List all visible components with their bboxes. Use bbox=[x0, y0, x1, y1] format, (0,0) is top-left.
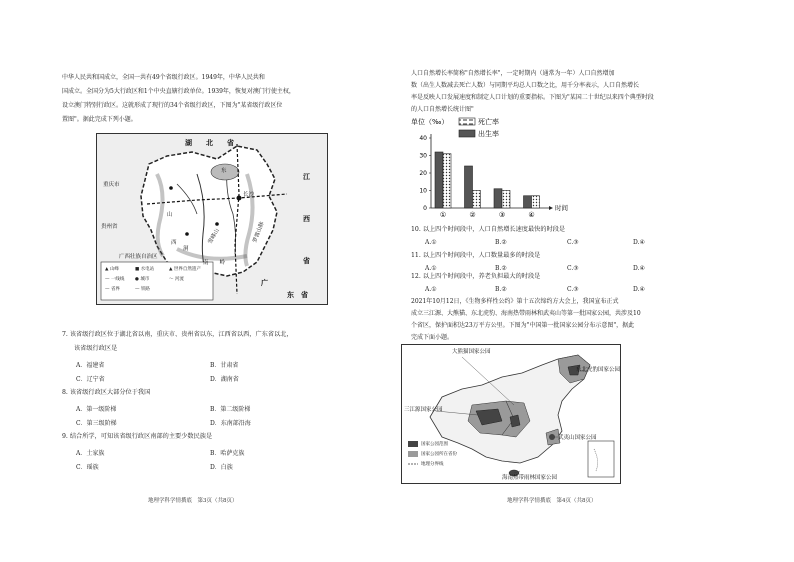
q11-option-d[interactable]: D.④ bbox=[633, 265, 645, 272]
intro2-line: 完成下面小题。 bbox=[411, 334, 454, 341]
q12-option-b[interactable]: B.② bbox=[495, 286, 507, 293]
q9-option-d[interactable]: D．白族 bbox=[210, 464, 233, 471]
bar-birth bbox=[494, 189, 502, 208]
label-wuyishan: 武夷山国家公园 bbox=[558, 435, 597, 441]
q11-option-a[interactable]: A.① bbox=[425, 265, 437, 272]
railway-icon: — bbox=[135, 287, 140, 292]
intro-line: 的人口自然增长统计图" bbox=[411, 106, 474, 113]
q7-option-d[interactable]: D．湖南省 bbox=[210, 376, 239, 383]
q11-option-c[interactable]: C.③ bbox=[567, 265, 579, 272]
province-map bbox=[96, 133, 328, 305]
legend-birth-swatch bbox=[459, 130, 475, 137]
q10-option-d[interactable]: D.④ bbox=[633, 239, 645, 246]
question-10: 10. 以上四个时间段中，人口自然增长速度最快的时段是 bbox=[411, 226, 566, 233]
label-guangxi: 广西壮族自治区 bbox=[119, 254, 158, 260]
heritage-icon: ▲ bbox=[169, 267, 173, 272]
q8-option-a[interactable]: A．第一级阶梯 bbox=[76, 406, 117, 413]
q7-option-a[interactable]: A．福建省 bbox=[76, 362, 105, 369]
question-9: 9. 结合所学，可知该省级行政区南部的主要少数民族是 bbox=[62, 433, 213, 440]
intro-line: 数（出生人数减去死亡人数）与同期平均总人口数之比，用千分率表示，人口自然增长 bbox=[411, 82, 640, 89]
legend-peak: ▲ 山峰 bbox=[105, 267, 119, 272]
question-7: 7. 该省级行政区位于湖北省以南，重庆市、贵州省以东，江西省以西，广东省以北， bbox=[62, 331, 293, 338]
intro-line: 国成立。全国分为5大行政区和1个中央直辖行政单位。1939年，恢复对澳门行使主权， bbox=[62, 88, 295, 95]
q10-option-c[interactable]: C.③ bbox=[567, 239, 579, 246]
intro-line: 中华人民共和国成立，全国一共有49个省级行政区。1949年，中华人民共和 bbox=[62, 74, 265, 81]
label-xi: 西 bbox=[303, 214, 310, 223]
y-tick-label: 0 bbox=[423, 205, 427, 212]
y-tick-label: 30 bbox=[419, 152, 427, 160]
y-axis-label: 单位（‰） bbox=[411, 118, 449, 126]
legend-hydro: ■ 水电站 bbox=[135, 267, 155, 272]
label-sanjiangyuan: 三江源国家公园 bbox=[404, 407, 443, 413]
q9-option-c[interactable]: C．瑶族 bbox=[76, 464, 99, 471]
intro2-line: 个省区，保护面积达23万平方公里。下图为"中国第一批国家公园分布示意图"，据此 bbox=[411, 322, 635, 329]
province-map-svg bbox=[97, 134, 327, 304]
label-hongjiang: 洞 bbox=[183, 246, 189, 252]
bar-death bbox=[443, 154, 451, 208]
intro-line: 人口自然增长率简称"自然增长率"，一定时期内（通常为一年）人口自然增加 bbox=[411, 70, 615, 77]
page-footer: 地理学科学情撰底 第3页（共8页） bbox=[148, 498, 238, 504]
intro2-line: 2021年10月12日，《生物多样性公约》第十五次缔约方大会上，我国宣布正式 bbox=[411, 298, 619, 305]
hydro-icon: ■ bbox=[135, 267, 140, 272]
q7-option-c[interactable]: C．辽宁省 bbox=[76, 376, 105, 383]
x-tick-label: ③ bbox=[498, 211, 506, 219]
bar-birth bbox=[435, 152, 443, 208]
label-jiang: 江 bbox=[303, 172, 310, 181]
label-hainan: 海南热带雨林国家公园 bbox=[502, 475, 558, 481]
legend-boundary: 地理分界线 bbox=[421, 462, 444, 467]
bar-death bbox=[502, 191, 510, 209]
legend-river: ～ 河流 bbox=[169, 277, 184, 282]
label-dongbei: 东北虎豹国家公园 bbox=[576, 367, 621, 373]
national-park-map bbox=[401, 344, 621, 484]
question-11: 11. 以上四个时间段中，人口数量最多的时段是 bbox=[411, 252, 541, 259]
question-8: 8. 该省级行政区大部分位于我国 bbox=[62, 389, 151, 396]
q9-option-a[interactable]: A．土家族 bbox=[76, 450, 105, 457]
legend-heritage: ▲ 世界自然遗产 bbox=[169, 267, 201, 272]
x-axis-arrow bbox=[549, 206, 553, 210]
label-luoxiao: 罗霄山脉 bbox=[252, 220, 266, 244]
label-chongqing: 重庆市 bbox=[103, 182, 120, 188]
label-guizhou: 贵州省 bbox=[101, 224, 118, 230]
label-changsha: 长沙 bbox=[243, 192, 255, 198]
x-tick-label: ④ bbox=[528, 211, 535, 219]
label-sheng: 省 bbox=[303, 256, 310, 265]
legend-death-swatch bbox=[459, 118, 475, 125]
label-wuling: 山 bbox=[167, 212, 173, 218]
intro-line: 率是反映人口发展速度和制定人口计划的重要指标。下图为"某国二十世纪以来四个典型时段 bbox=[411, 94, 654, 101]
city-icon: ● bbox=[135, 277, 139, 282]
population-bar-chart bbox=[397, 114, 577, 226]
question-7-cont: 该省级行政区是 bbox=[74, 345, 118, 352]
q12-option-c[interactable]: C.③ bbox=[567, 286, 579, 293]
question-12: 12. 以上四个时间段中，养老负担最大的时段是 bbox=[411, 273, 541, 280]
legend-line: — 一线线 bbox=[105, 277, 125, 282]
intro-line: 设立澳门特别行政区。这就形成了现行的34个省级行政区，下图为"某省级行政区位 bbox=[62, 102, 283, 109]
peak-icon: ▲ bbox=[105, 267, 109, 272]
q7-option-b[interactable]: B．甘肃省 bbox=[210, 362, 239, 369]
legend-birth: 出生率 bbox=[478, 130, 499, 138]
q12-option-d[interactable]: D.④ bbox=[633, 286, 645, 293]
intro2-line: 成立三江源、大熊猫、东北虎豹、海南热带雨林和武夷山等第一批国家公园，共涉及10 bbox=[411, 310, 641, 317]
bar-death bbox=[532, 196, 540, 208]
label-dong-sheng: 东 省 bbox=[287, 290, 308, 299]
q12-option-a[interactable]: A.① bbox=[425, 286, 437, 293]
river-icon: ～ bbox=[169, 277, 174, 282]
bar-birth bbox=[465, 166, 473, 208]
label-daxiongmao: 大熊猫国家公园 bbox=[452, 349, 491, 355]
label-hubei: 湖 北 省 bbox=[185, 138, 234, 147]
q8-option-b[interactable]: B．第二级阶梯 bbox=[210, 406, 251, 413]
right-page bbox=[397, 0, 794, 562]
x-tick-label: ② bbox=[469, 211, 476, 219]
label-guang: 广 bbox=[261, 278, 268, 287]
legend-railway: — 铁路 bbox=[135, 287, 150, 292]
q10-option-a[interactable]: A.① bbox=[425, 239, 437, 246]
legend-park-range: 国家公园范围 bbox=[421, 442, 448, 447]
y-tick-label: 20 bbox=[419, 170, 427, 177]
legend-death: 死亡率 bbox=[478, 118, 499, 126]
page-footer: 地理学科学情撰底 第4页（共8页） bbox=[507, 498, 597, 504]
x-tick-label: ① bbox=[439, 211, 447, 219]
label-xuefeng: 雪峰山 bbox=[207, 227, 221, 246]
intro-line: 置图"。据此完成下列小题。 bbox=[62, 116, 137, 123]
bar-death bbox=[473, 191, 481, 209]
legend-city: ● 城市 bbox=[135, 277, 150, 282]
bar-birth bbox=[524, 196, 532, 208]
x-axis-label: 时间 bbox=[555, 204, 568, 212]
label-nanling: 南 岭 bbox=[203, 260, 226, 266]
label-dongting: 东 bbox=[221, 168, 227, 174]
y-tick-label: 10 bbox=[419, 187, 427, 195]
y-tick-label: 40 bbox=[419, 135, 427, 142]
q9-option-b[interactable]: B．哈萨克族 bbox=[210, 450, 245, 457]
label-west: 西 bbox=[171, 240, 177, 246]
q8-option-c[interactable]: C．第三级阶梯 bbox=[76, 420, 117, 427]
legend-park-province: 国家公园所在省份 bbox=[421, 452, 457, 457]
legend-border: — 省界 bbox=[105, 287, 120, 292]
q10-option-b[interactable]: B.② bbox=[495, 239, 507, 246]
q8-option-d[interactable]: D．东南部沿海 bbox=[210, 420, 251, 427]
q11-option-b[interactable]: B.② bbox=[495, 265, 507, 272]
